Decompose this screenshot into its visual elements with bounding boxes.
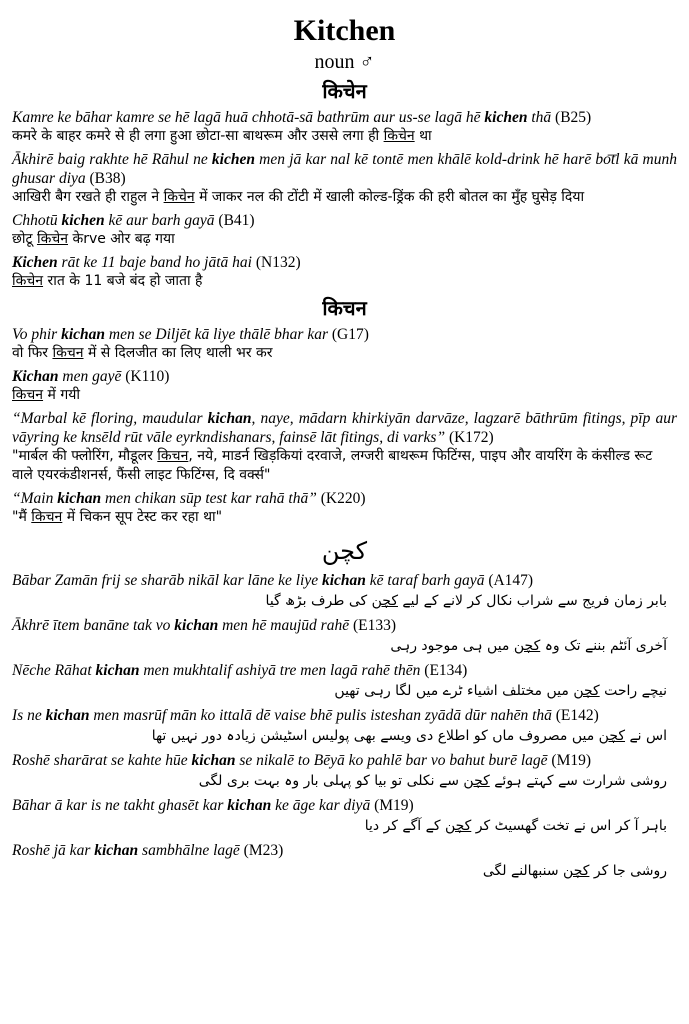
keyword-native: किचन (52, 345, 84, 361)
native-text: में जाकर नल की टोंटी में खाली कोल्ड-ड्रिंक की हरी बोतल का मुँह घुसेड़ दिया (194, 189, 585, 205)
native-script-line (12, 770, 677, 792)
source-ref: (B25) (555, 109, 592, 126)
keyword-native: किचेन (383, 128, 415, 144)
source-ref: (E142) (555, 707, 599, 724)
example-entry (12, 367, 677, 405)
source-ref: (A147) (488, 572, 534, 589)
native-script-line (12, 860, 677, 882)
example-entry (12, 409, 677, 485)
example-entry (12, 706, 677, 747)
source-ref: (K110) (125, 368, 170, 385)
native-script-line (12, 508, 677, 527)
translit-text: Bābar Zamān frij se sharāb nikāl kar lāne ke liye (12, 572, 322, 589)
transliteration-line (12, 751, 677, 770)
native-text: سنبھالنے لگی (482, 863, 564, 879)
native-script-line (12, 635, 677, 657)
source-ref: (K220) (320, 490, 366, 507)
native-text: में से दिलजीत का लिए थाली भर कर (83, 345, 273, 361)
native-text: میں ہی موجود رہی (390, 638, 514, 654)
translit-text: Is ne (12, 707, 46, 724)
native-script-line (12, 680, 677, 702)
transliteration-line (12, 616, 677, 635)
native-text: था (414, 128, 432, 144)
source-ref: (N132) (255, 254, 301, 271)
transliteration-line (12, 253, 677, 272)
translit-text: rāt ke 11 baje band ho jātā hai (57, 254, 256, 271)
translit-text: Roshē jā kar (12, 842, 95, 859)
transliteration-line (12, 150, 677, 188)
keyword-translit: Kichan (12, 368, 59, 385)
keyword-native: किचेन (36, 231, 68, 247)
keyword-native: किचन (31, 509, 63, 525)
native-text: باہر آ کر اس نے تخت گھسیٹ کر (471, 818, 667, 834)
native-text: में गयी (43, 387, 80, 403)
example-entry (12, 108, 677, 146)
example-entry (12, 150, 677, 207)
section-kichen (12, 108, 677, 291)
part-of-speech: noun ♂ (314, 51, 375, 73)
native-script-line (12, 590, 677, 612)
example-entry (12, 616, 677, 657)
translit-text: , naye, mādarn khirkiyān darvāze, lagzarē bāthrūm fitings, pīp aur vāyring ke knsēld rūt vāle eyrkndishanars, fainsē lāt fitings, di varks” (12, 410, 677, 446)
translit-text: men masrūf mān ko ittalā dē vaise bhē pulis isteshan zyādā dūr nahēn thā (89, 707, 556, 724)
native-text: "मैं (12, 509, 32, 525)
urdu-heading-kichan: کچن (321, 537, 368, 565)
keyword-native: کچن (444, 818, 472, 834)
translit-text: Ākhrē ītem banāne tak vo (12, 617, 175, 634)
translit-text: Nēche Rāhat (12, 662, 96, 679)
translit-text: Chhotū (12, 212, 62, 229)
section-kichan (12, 325, 677, 527)
translit-text: Kamre ke bāhar kamre se hē lagā huā chhotā-sā bathrūm aur us-se lagā hē (12, 109, 485, 126)
native-script-line (12, 344, 677, 363)
keyword-native: کچن (573, 683, 600, 699)
translit-text: ke āge kar diyā (271, 797, 375, 814)
section-urdu (12, 571, 677, 882)
native-text: छोटू (12, 231, 37, 247)
source-ref: (M19) (374, 797, 414, 814)
keyword-native: کچن (513, 638, 541, 654)
native-text: में चिकन सूप टेस्ट कर रहा था" (62, 509, 223, 525)
translit-text: kē taraf barh gayā (365, 572, 489, 589)
keyword-native: کچن (563, 863, 590, 879)
source-ref: (E134) (424, 662, 468, 679)
native-text: वो फिर (12, 345, 53, 361)
native-text: आखिरी बैग रखते ही राहुल ने (12, 189, 164, 205)
entry-title: Kitchen (293, 14, 396, 47)
keyword-translit: kichan (174, 617, 219, 634)
keyword-translit: kichan (321, 572, 366, 589)
translit-text: Roshē sharārat se kahte hūe (12, 752, 192, 769)
example-entry (12, 211, 677, 249)
translit-text: men se Diljēt kā liye thālē bhar kar (105, 326, 332, 343)
keyword-translit: kichan (95, 662, 140, 679)
keyword-native: کچن (371, 593, 398, 609)
transliteration-line (12, 571, 677, 590)
native-script-line (12, 127, 677, 146)
translit-text: thā (527, 109, 556, 126)
keyword-translit: kichan (191, 752, 236, 769)
native-script-line (12, 230, 677, 249)
keyword-translit: kichan (57, 490, 102, 507)
native-text: रात के 11 बजे बंद हो जाता है (43, 273, 203, 289)
keyword-translit: kichan (45, 707, 90, 724)
keyword-translit: kichen (61, 212, 105, 229)
keyword-translit: kichan (207, 410, 252, 427)
native-script-line (12, 272, 677, 291)
transliteration-line (12, 108, 677, 127)
source-ref: (M23) (243, 842, 284, 859)
source-ref: (E133) (352, 617, 396, 634)
translit-text: men gayē (58, 368, 126, 385)
native-text: سے نکلی تو بیا کو پہلی بار وہ بہت بری لگی (198, 773, 464, 789)
keyword-native: किचन (12, 387, 44, 403)
keyword-native: किचेन (163, 189, 195, 205)
transliteration-line (12, 325, 677, 344)
keyword-native: کچن (598, 728, 626, 744)
example-entry (12, 661, 677, 702)
native-text: میں مختلف اشیاء ٹرے میں لگا رہی تھیں (334, 683, 574, 699)
translit-text: men jā kar nal kē tontē men khālē kold-drink hē harē bo͞tl kā munh ghusar diya (12, 151, 677, 187)
translit-text: sambhālne lagē (138, 842, 244, 859)
source-ref: (G17) (331, 326, 369, 343)
example-entry (12, 751, 677, 792)
transliteration-line (12, 796, 677, 815)
example-entry (12, 489, 677, 527)
native-text: آخری آئٹم بننے تک وہ (540, 638, 667, 654)
transliteration-line (12, 661, 677, 680)
keyword-translit: kichen (484, 109, 528, 126)
keyword-translit: kichen (211, 151, 255, 168)
translit-text: men hē maujūd rahē (218, 617, 353, 634)
keyword-translit: kichan (61, 326, 106, 343)
native-text: , नये, माडर्न खिड़कियां दरवाजे, लग्जरी बाथरूम फिटिंग्स, पाइप और वायरिंग के कंसील्ड रूट वाले एयरकंडीशनर्स, फैंसी लाइट फिटिंग्स, दि वर्क्स" (12, 448, 653, 483)
native-text: روشی جا کر (589, 863, 667, 879)
native-text: میں مصروف ماں کو اطلاع دی ویسے بھی پولیس اسٹیشن زیادہ دور نہیں تھا (151, 728, 599, 744)
example-entry (12, 841, 677, 882)
transliteration-line (12, 706, 677, 725)
source-ref: (B41) (218, 212, 255, 229)
translit-text: se nikalē to Bēyā ko pahlē bar vo bahut burē lagē (235, 752, 552, 769)
source-ref: (K172) (448, 429, 494, 446)
example-entry (12, 325, 677, 363)
source-ref: (B38) (89, 170, 126, 187)
transliteration-line (12, 367, 677, 386)
example-entry (12, 253, 677, 291)
native-text: نیچے راحت (599, 683, 667, 699)
native-text: کے آگے کر دیا (364, 818, 445, 834)
keyword-native: किचेन (12, 273, 44, 289)
translit-text: Bāhar ā kar is ne takht ghasēt kar (12, 797, 228, 814)
keyword-translit: Kichen (12, 254, 58, 271)
example-entry (12, 796, 677, 837)
example-entry (12, 571, 677, 612)
native-text: اس نے (625, 728, 667, 744)
native-script-line (12, 447, 677, 485)
translit-text: Vo phir (12, 326, 62, 343)
native-script-line (12, 188, 677, 207)
native-text: روشی شرارت سے کہتے ہوئے (489, 773, 667, 789)
native-script-line (12, 725, 677, 747)
transliteration-line (12, 409, 677, 447)
native-script-line (12, 386, 677, 405)
transliteration-line (12, 489, 677, 508)
keyword-native: کچن (463, 773, 490, 789)
translit-text: men mukhtalif ashiyā tre men lagā rahē thēn (139, 662, 425, 679)
keyword-translit: kichan (227, 797, 272, 814)
native-text: केrve ओर बढ़ गया (68, 231, 175, 247)
translit-text: kē aur barh gayā (104, 212, 219, 229)
devanagari-heading-kichan: किचन (322, 296, 367, 320)
source-ref: (M19) (551, 752, 592, 769)
native-text: بابر زمان فریج سے شراب نکال کر لانے کے لیے (397, 593, 667, 609)
keyword-native: किचन (157, 448, 189, 464)
native-text: "मार्बल की फ्लोरिंग, मौडूलर (12, 448, 158, 464)
translit-text: Ākhirē baig rakhte hē Rāhul ne (12, 151, 212, 168)
native-text: कमरे के बाहर कमरे से ही लगा हुआ छोटा-सा बाथरूम और उससे लगा ही (12, 128, 384, 144)
translit-text: “Marbal kē floring, maudular (12, 410, 208, 427)
translit-text: “Main (12, 490, 58, 507)
native-text: کی طرف بڑھ گیا (265, 593, 372, 609)
native-script-line (12, 815, 677, 837)
devanagari-heading-kichen: किचेन (322, 79, 367, 103)
translit-text: men chikan sūp test kar rahā thā” (101, 490, 321, 507)
transliteration-line (12, 211, 677, 230)
transliteration-line (12, 841, 677, 860)
keyword-translit: kichan (94, 842, 139, 859)
